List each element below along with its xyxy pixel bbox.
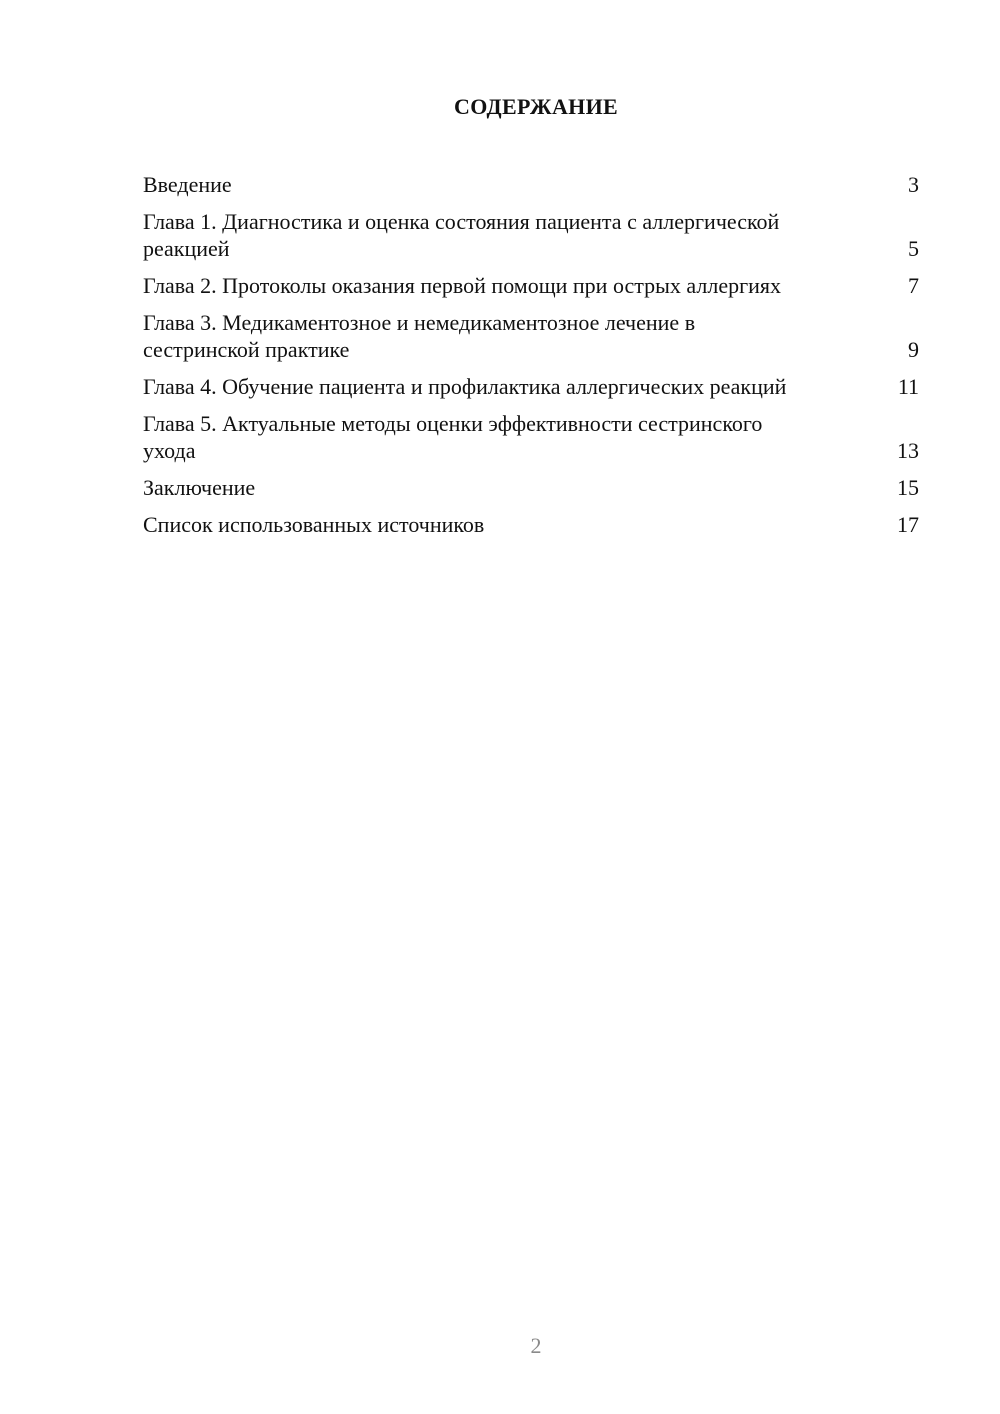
toc-entry-title: Глава 1. Диагностика и оценка состояния пациента с аллергической реакцией [143,209,780,261]
page-number: 2 [530,1333,542,1358]
toc-entry-page: 11 [897,374,919,399]
toc-entry-page: 17 [897,512,919,537]
toc-entry-chapter-5 [143,410,919,464]
toc-entry-introduction [143,171,919,198]
table-of-contents [143,171,919,548]
toc-entry-chapter-2 [143,272,919,299]
toc-entry-page: 13 [897,438,919,463]
page-title: СОДЕРЖАНИЕ [454,94,618,119]
toc-entry-title: Введение [143,172,232,197]
toc-entry-page: 5 [908,236,919,261]
toc-entry-chapter-3 [143,309,919,363]
toc-entry-title: Глава 3. Медикаментозное и немедикаментозное лечение в сестринской практике [143,310,696,362]
toc-entry-chapter-4 [143,373,919,400]
toc-entry-title: Глава 5. Актуальные методы оценки эффективности сестринского ухода [143,411,763,463]
toc-entry-title: Список использованных источников [143,512,485,537]
toc-entry-page: 7 [908,273,919,298]
toc-entry-page: 15 [897,475,919,500]
toc-entry-page: 3 [908,172,919,197]
toc-entry-conclusion [143,474,919,501]
toc-entry-chapter-1 [143,208,919,262]
toc-entry-references [143,511,919,538]
toc-entry-title: Глава 2. Протоколы оказания первой помощи при острых аллергиях [143,273,782,298]
toc-entry-title: Глава 4. Обучение пациента и профилактика аллергических реакций [143,374,787,399]
toc-entry-title: Заключение [143,475,256,500]
toc-entry-page: 9 [908,337,919,362]
